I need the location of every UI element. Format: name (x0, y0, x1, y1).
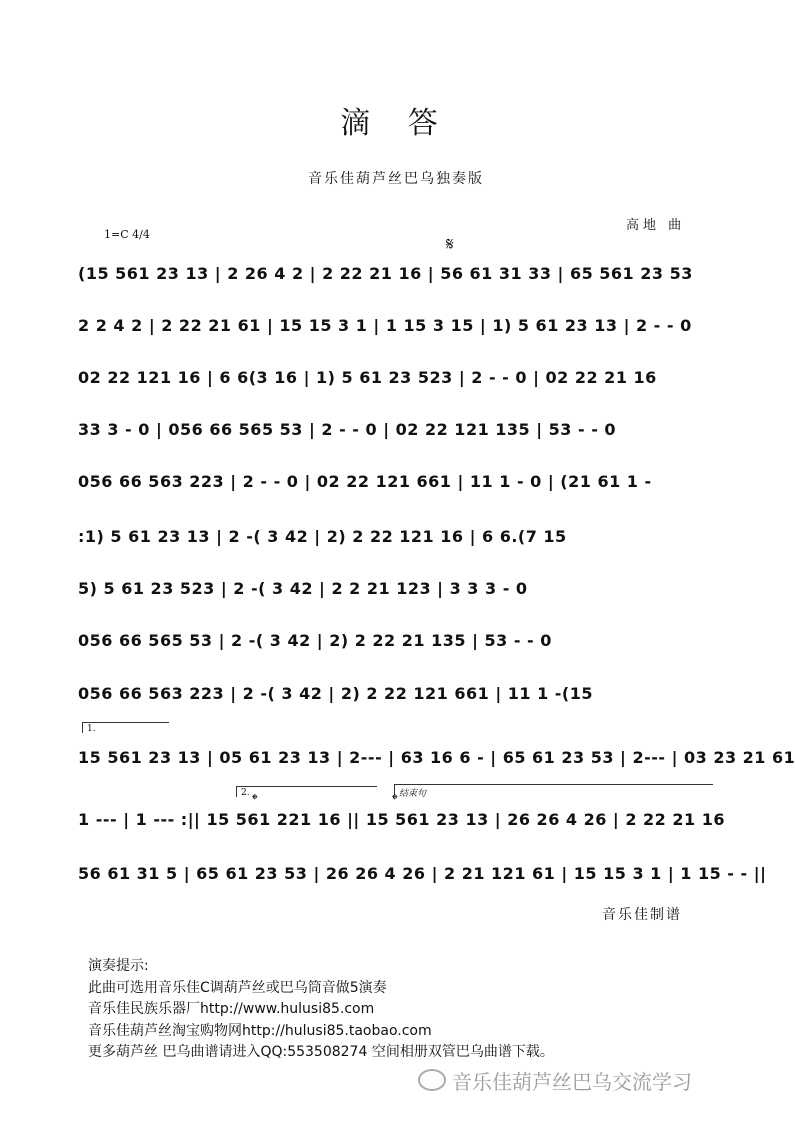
score-line (78, 470, 718, 496)
score-line (78, 862, 767, 888)
score-line (78, 746, 795, 772)
watermark-text: 音乐佳葫芦丝巴乌交流学习 (452, 1070, 692, 1094)
key-signature: 1=C 4/4 (104, 228, 150, 241)
score-line (78, 418, 718, 444)
score-line (78, 629, 718, 655)
score-line (78, 314, 718, 340)
performance-tips (88, 956, 554, 1064)
notation-text: 5) 5 61 23 523 | 2 -( 3 42 | 2 2 21 123 | 3 3 3 - 0 (78, 579, 528, 598)
wechat-icon (418, 1069, 446, 1091)
notation-text: 056 66 563 223 | 2 - - 0 | 02 22 121 661 | 11 1 - 0 | (21 61 1 - (78, 472, 652, 491)
segno-sign: 𝄋 (446, 234, 454, 255)
score-line (78, 808, 725, 834)
tips-line: 音乐佳葫芦丝淘宝购物网http://hulusi85.taobao.com (88, 1022, 432, 1039)
ending-1-label: 1. (87, 724, 96, 734)
end-phrase-label: 结束句 (399, 789, 427, 799)
ending-1-bracket (82, 722, 169, 733)
notation-text: 56 61 31 5 | 65 61 23 53 | 26 26 4 26 | 2 21 121 61 | 15 15 3 1 | 1 15 - - || (78, 864, 767, 883)
ending-2-label: 2. (241, 788, 250, 798)
engraver-credit: 音乐佳制谱 (602, 907, 682, 923)
notation-text: (15 561 23 13 | 2 26 4 2 | 2 22 21 16 | 56 61 31 33 | 65 561 23 53 (78, 264, 693, 283)
page-subtitle: 音乐佳葫芦丝巴乌独奏版 (308, 171, 484, 187)
notation-text: 056 66 563 223 | 2 -( 3 42 | 2) 2 22 121 661 | 11 1 -(15 (78, 684, 593, 703)
score-line (78, 525, 718, 551)
watermark (418, 1066, 692, 1095)
end-phrase-bracket (394, 784, 713, 799)
notation-text: 33 3 - 0 | 056 66 565 53 | 2 - - 0 | 02 22 121 135 | 53 - - 0 (78, 420, 617, 439)
score-line (78, 366, 718, 392)
notation-text: 1 --- | 1 --- :|| 15 561 221 16 || 15 561 23 13 | 26 26 4 26 | 2 22 21 16 (78, 810, 725, 829)
notation-text: 056 66 565 53 | 2 -( 3 42 | 2) 2 22 21 135 | 53 - - 0 (78, 631, 552, 650)
composer-credit: 高地 曲 (626, 218, 686, 233)
notation-text: 15 561 23 13 | 05 61 23 13 | 2--- | 63 16 6 - | 65 61 23 53 | 2--- | 03 23 21 61 (78, 748, 795, 767)
tips-line: 音乐佳民族乐器厂http://www.hulusi85.com (88, 1001, 375, 1017)
tips-line: 更多葫芦丝 巴乌曲谱请进入QQ:553508274 空间相册双管巴乌曲谱下载。 (88, 1044, 554, 1060)
coda-sign: 𝄌 (392, 790, 398, 809)
notation-text: 02 22 121 16 | 6 6(3 16 | 1) 5 61 23 523 | 2 - - 0 | 02 22 21 16 (78, 368, 657, 387)
notation-text: :1) 5 61 23 13 | 2 -( 3 42 | 2) 2 22 121 16 | 6 6.(7 15 (78, 527, 567, 546)
score-line (78, 262, 718, 288)
tips-line: 此曲可选用音乐佳C调葫芦丝或巴乌筒音做5演奏 (88, 979, 387, 996)
coda-sign: 𝄌 (252, 790, 258, 809)
score-line (78, 577, 718, 603)
tips-heading: 演奏提示: (88, 958, 149, 974)
score-line (78, 682, 718, 708)
page-title: 滴 答 (340, 106, 452, 141)
notation-text: 2 2 4 2 | 2 22 21 61 | 15 15 3 1 | 1 15 3 15 | 1) 5 61 23 13 | 2 - - 0 (78, 316, 692, 335)
